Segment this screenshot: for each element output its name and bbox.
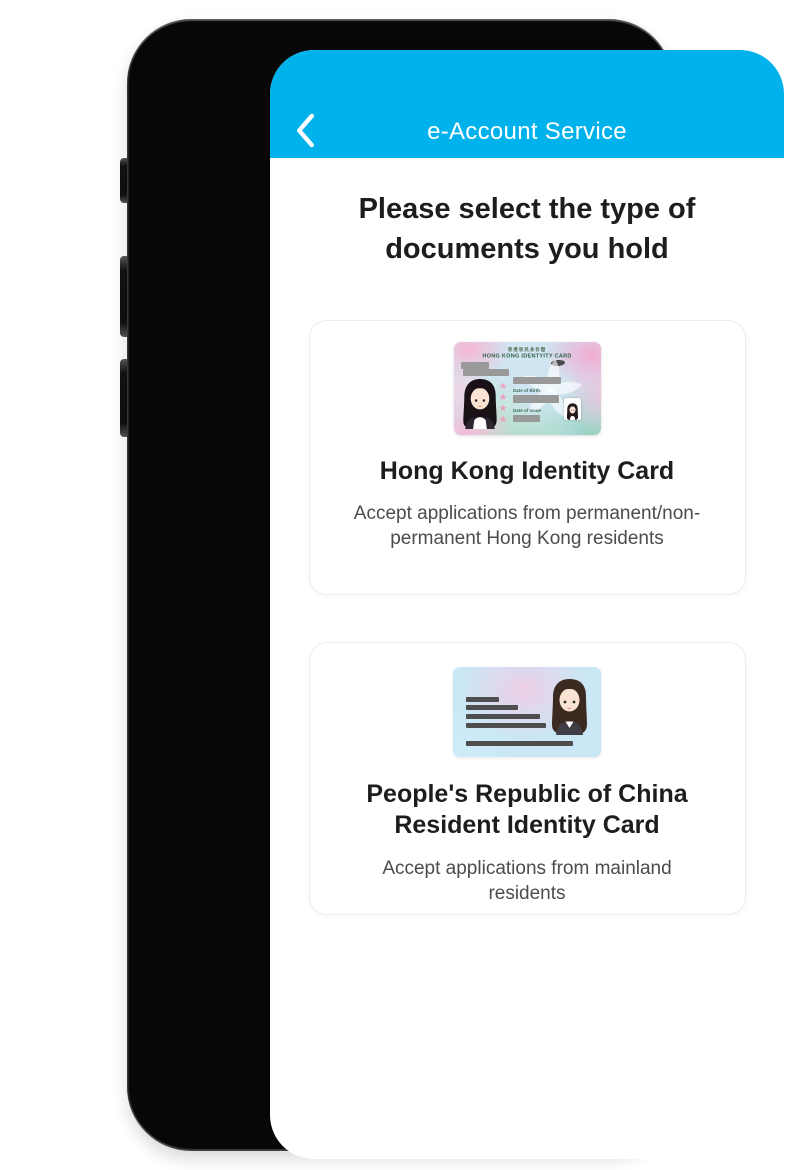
cardholder-portrait-icon xyxy=(460,378,500,429)
hkid-doi-label: Date of Issue xyxy=(512,408,541,413)
phone-frame xyxy=(127,19,701,1151)
doc-option-prc-identity-card[interactable] xyxy=(309,642,746,915)
header-title: e-Account Service xyxy=(427,118,627,145)
card-description-prc: Accept applications from mainland residents xyxy=(382,858,672,904)
cardholder-portrait-icon xyxy=(548,678,591,735)
redacted-bar xyxy=(466,705,518,710)
card-description-hkid: Accept applications from permanent/non-permanent Hong Kong residents xyxy=(353,503,701,549)
redacted-bar xyxy=(513,395,559,403)
doc-option-hk-identity-card[interactable] xyxy=(309,320,746,595)
page-heading: Please select the type of documents you hold xyxy=(358,193,696,265)
prc-id-card-illustration xyxy=(453,667,601,757)
hkid-english-title: HONG KONG IDENTYITY CARD xyxy=(482,353,572,359)
card-title-prc: People's Republic of China Resident Identity Card xyxy=(366,780,688,839)
hkid-chinese-title: 香港居民身份證 xyxy=(507,347,547,352)
redacted-bar xyxy=(466,741,573,746)
redacted-bar xyxy=(463,369,509,376)
redacted-bar xyxy=(466,723,546,728)
redacted-bar xyxy=(466,697,499,702)
card-title-hkid: Hong Kong Identity Card xyxy=(379,457,675,485)
hkid-dob-label: Date of Birth xyxy=(512,388,540,393)
ghost-photo-icon xyxy=(564,398,581,420)
redacted-bar xyxy=(513,415,540,422)
phone-screen xyxy=(270,50,784,1159)
redacted-bar xyxy=(466,714,540,719)
redacted-bar xyxy=(461,362,489,369)
app-header xyxy=(270,50,784,158)
star-column-icon xyxy=(499,382,507,423)
redacted-bar xyxy=(513,377,561,384)
hkid-card-illustration xyxy=(454,342,601,435)
